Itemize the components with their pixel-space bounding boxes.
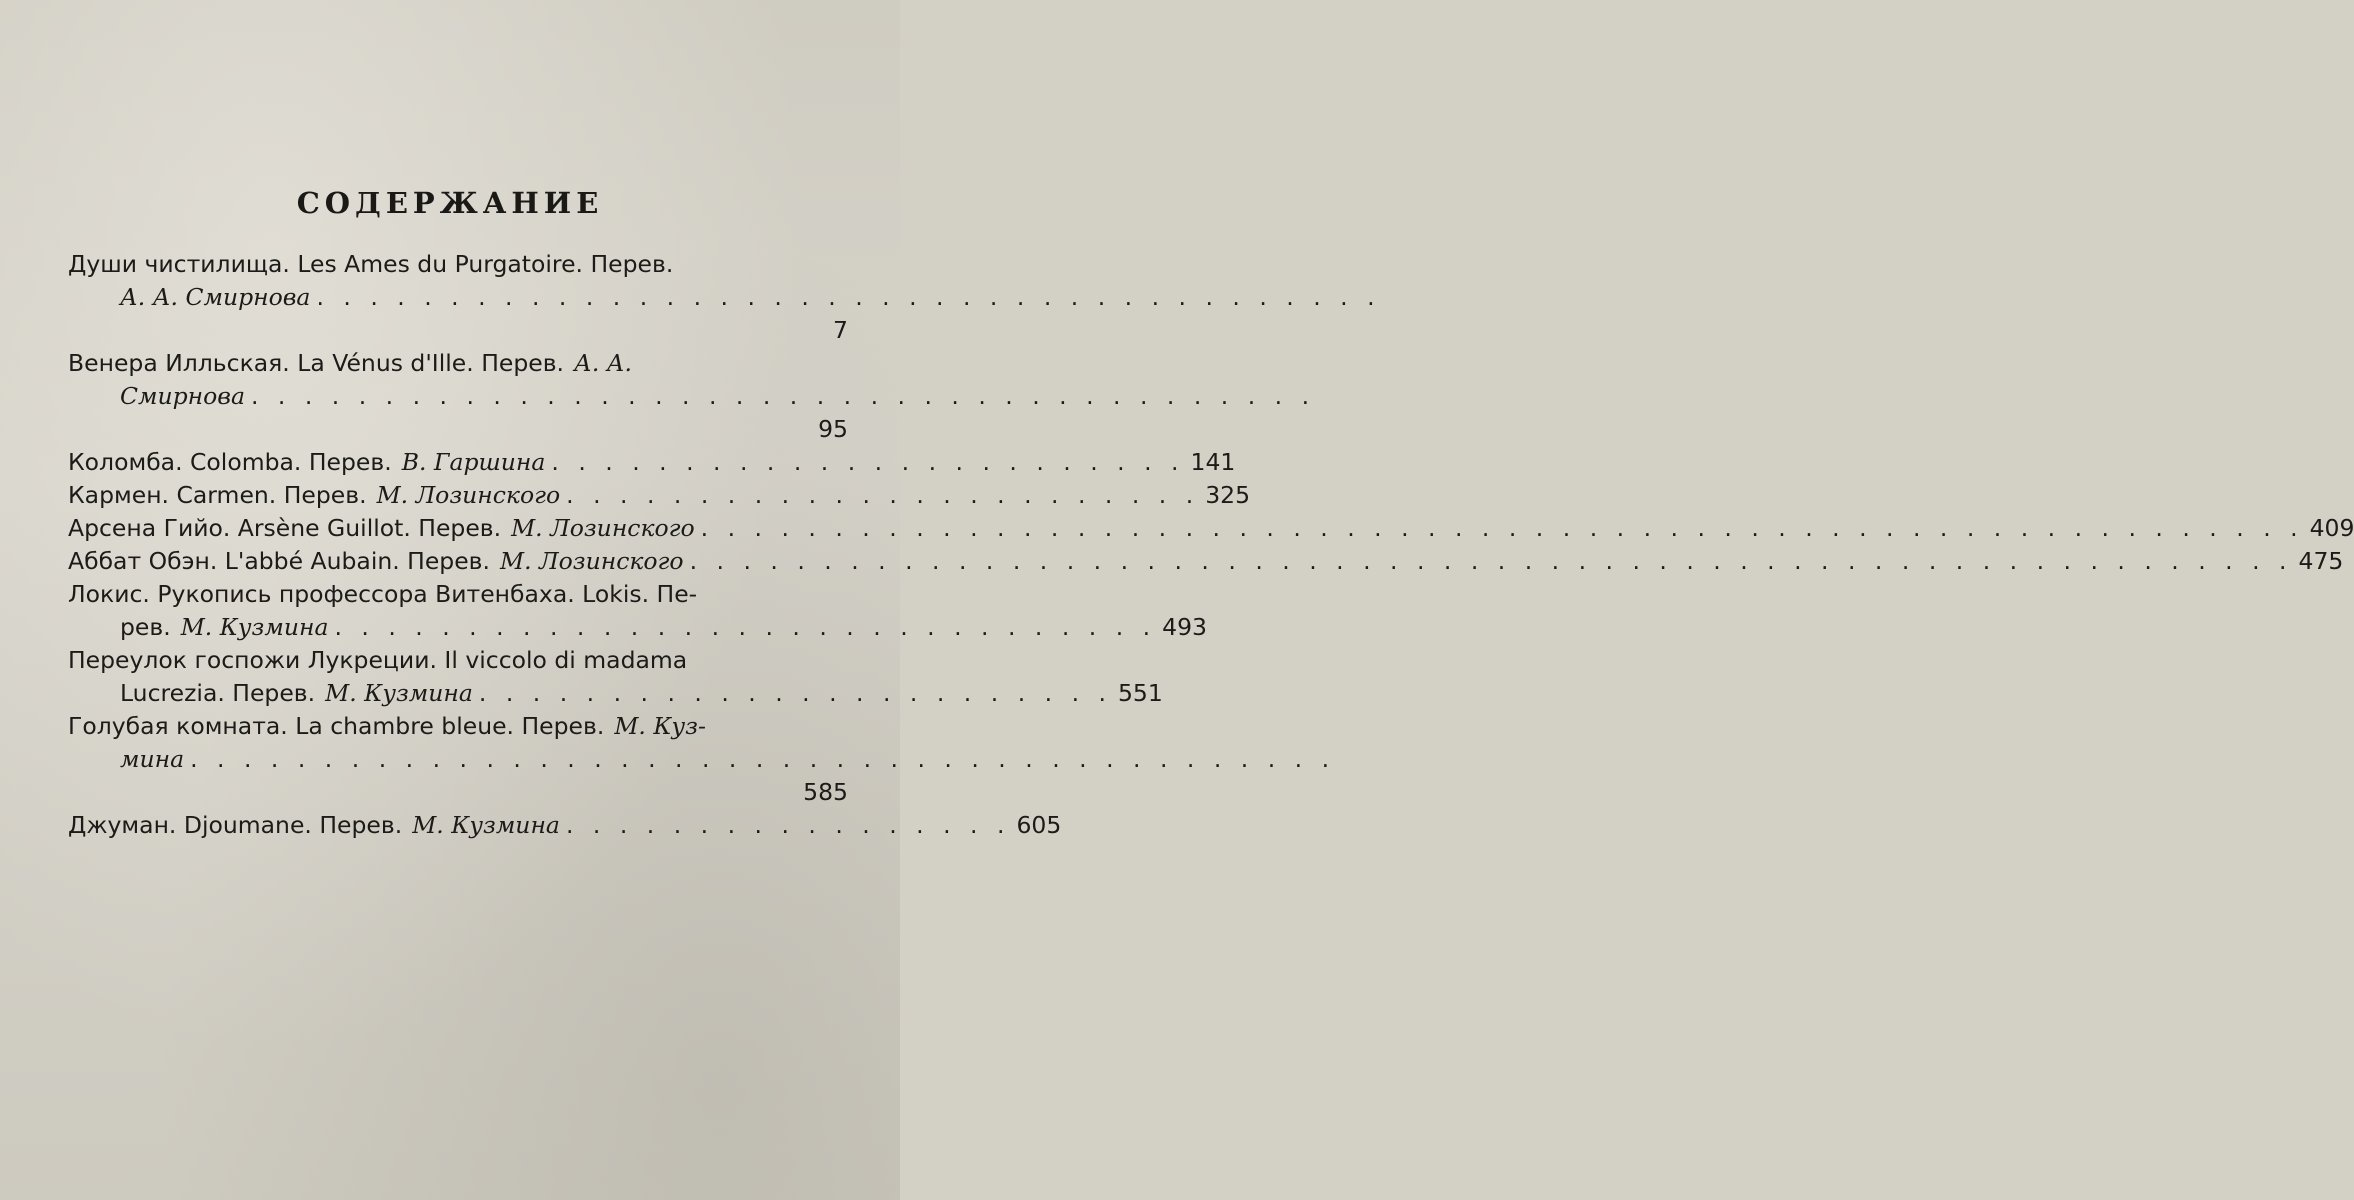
toc-entry-translator: М. Лозинского <box>511 514 695 542</box>
toc-entry <box>68 545 2344 578</box>
toc-entry-title: Голубая комната. La chambre bleue. Перев. <box>68 712 605 740</box>
toc-entry-line <box>68 479 1251 512</box>
toc-entry-line <box>68 446 1236 479</box>
toc-entry <box>68 644 1163 710</box>
toc-entry-line <box>68 710 848 743</box>
toc-entry-page: 409 <box>2309 514 2354 542</box>
toc-entry-title: Джуман. Djoumane. Перев. <box>68 811 403 839</box>
toc-entry-line <box>68 743 1336 776</box>
toc-entry-page: 475 <box>2298 547 2344 575</box>
toc-entry-line <box>68 644 848 677</box>
leader-dots: . . . . . . . . . . . . . . . . . . . . . . . . . . . . . . . <box>334 613 1157 641</box>
toc-entry-line <box>68 248 848 281</box>
toc-entry-translator: В. Гаршина <box>401 448 546 476</box>
toc-entry-line <box>68 677 1163 710</box>
leader-dots: . . . . . . . . . . . . . . . . . . . . . . . . <box>551 448 1185 476</box>
toc-entry-translator: М. Лозинского <box>500 547 684 575</box>
toc-entry-line <box>68 314 848 347</box>
toc-entry-line <box>68 611 1207 644</box>
leader-dots: . . . . . . . . . . . . . . . . . . . . . . . . . . . . . . . . . . . . . . . . . . . <box>190 745 1336 773</box>
toc-entry-translator: Смирнова <box>120 382 245 410</box>
toc-entry-line <box>68 380 1316 413</box>
toc-entry-page: 7 <box>833 316 848 344</box>
leader-dots: . . . . . . . . . . . . . . . . . . . . . . . . <box>566 481 1200 509</box>
toc-entry-page: 585 <box>803 778 848 806</box>
toc-entry-title: Аббат Обэн. L'abbé Aubain. Перев. <box>68 547 491 575</box>
toc-entry-page: 551 <box>1117 679 1163 707</box>
toc-entry-line <box>68 809 1062 842</box>
leader-dots: . . . . . . . . . . . . . . . . . . . . . . . . <box>478 679 1112 707</box>
toc-entry-line <box>68 512 2354 545</box>
toc-entry-translator: М. Кузмина <box>325 679 473 707</box>
toc-entry-title: Переулок госпожи Лукреции. Il viccolo di madama <box>68 646 688 674</box>
table-of-contents <box>68 248 2354 842</box>
toc-entry-title: Венера Илльская. La Vénus d'Ille. Перев. <box>68 349 565 377</box>
toc-entry <box>68 710 1336 809</box>
toc-entry-page: 493 <box>1162 613 1207 641</box>
toc-entry-line <box>68 281 1381 314</box>
toc-entry-line <box>68 578 848 611</box>
toc-entry <box>68 446 1236 479</box>
toc-entry <box>68 578 1207 644</box>
leader-dots: . . . . . . . . . . . . . . . . . . . . . . . . . . . . . . . . . . . . . . . . <box>316 283 1381 311</box>
leader-dots: . . . . . . . . . . . . . . . . . . . . . . . . . . . . . . . . . . . . . . . . <box>250 382 1316 410</box>
toc-entry-line <box>68 413 848 446</box>
toc-entry <box>68 809 1062 842</box>
toc-entry-title-cont: рев. <box>120 613 171 641</box>
page-title: СОДЕРЖАНИЕ <box>296 186 604 220</box>
toc-entry <box>68 347 1316 446</box>
toc-entry-title: Коломба. Colomba. Перев. <box>68 448 392 476</box>
leader-dots: . . . . . . . . . . . . . . . . . . . . . . . . . . . . . . . . . . . . . . . . . . . . . . . . . . . . . . . . . . . . <box>700 514 2304 542</box>
toc-entry <box>68 479 1251 512</box>
toc-entry-translator: мина <box>120 745 185 773</box>
toc-entry-line <box>68 776 848 809</box>
toc-entry-translator: М. Кузмина <box>412 811 560 839</box>
toc-entry-line <box>68 545 2344 578</box>
toc-entry-page: 141 <box>1190 448 1236 476</box>
toc-entry-title-cont: Lucrezia. Перев. <box>120 679 316 707</box>
toc-entry <box>68 512 2354 545</box>
toc-entry-translator-initials: А. А. <box>574 349 633 377</box>
toc-entry-title: Локис. Рукопись профессора Витенбаха. Lokis. Пе- <box>68 580 698 608</box>
toc-entry-title: Кармен. Carmen. Перев. <box>68 481 367 509</box>
toc-entry <box>68 248 1381 347</box>
toc-entry-title: Арсена Гийо. Arsène Guillot. Перев. <box>68 514 502 542</box>
toc-entry-translator: А. А. Смирнова <box>120 283 311 311</box>
toc-entry-title: Души чистилища. Les Ames du Purgatoire. Перев. <box>68 250 674 278</box>
toc-entry-page: 605 <box>1016 811 1062 839</box>
toc-entry-page: 95 <box>818 415 848 443</box>
toc-entry-translator-part: М. Куз- <box>614 712 706 740</box>
toc-entry-translator: М. Кузмина <box>180 613 329 641</box>
leader-dots: . . . . . . . . . . . . . . . . . <box>565 811 1011 839</box>
toc-entry-translator: М. Лозинского <box>376 481 561 509</box>
toc-entry-page: 325 <box>1205 481 1251 509</box>
toc-entry-line <box>68 347 848 380</box>
leader-dots: . . . . . . . . . . . . . . . . . . . . . . . . . . . . . . . . . . . . . . . . . . . . . . . . . . . . . . . . . . . . <box>689 547 2293 575</box>
